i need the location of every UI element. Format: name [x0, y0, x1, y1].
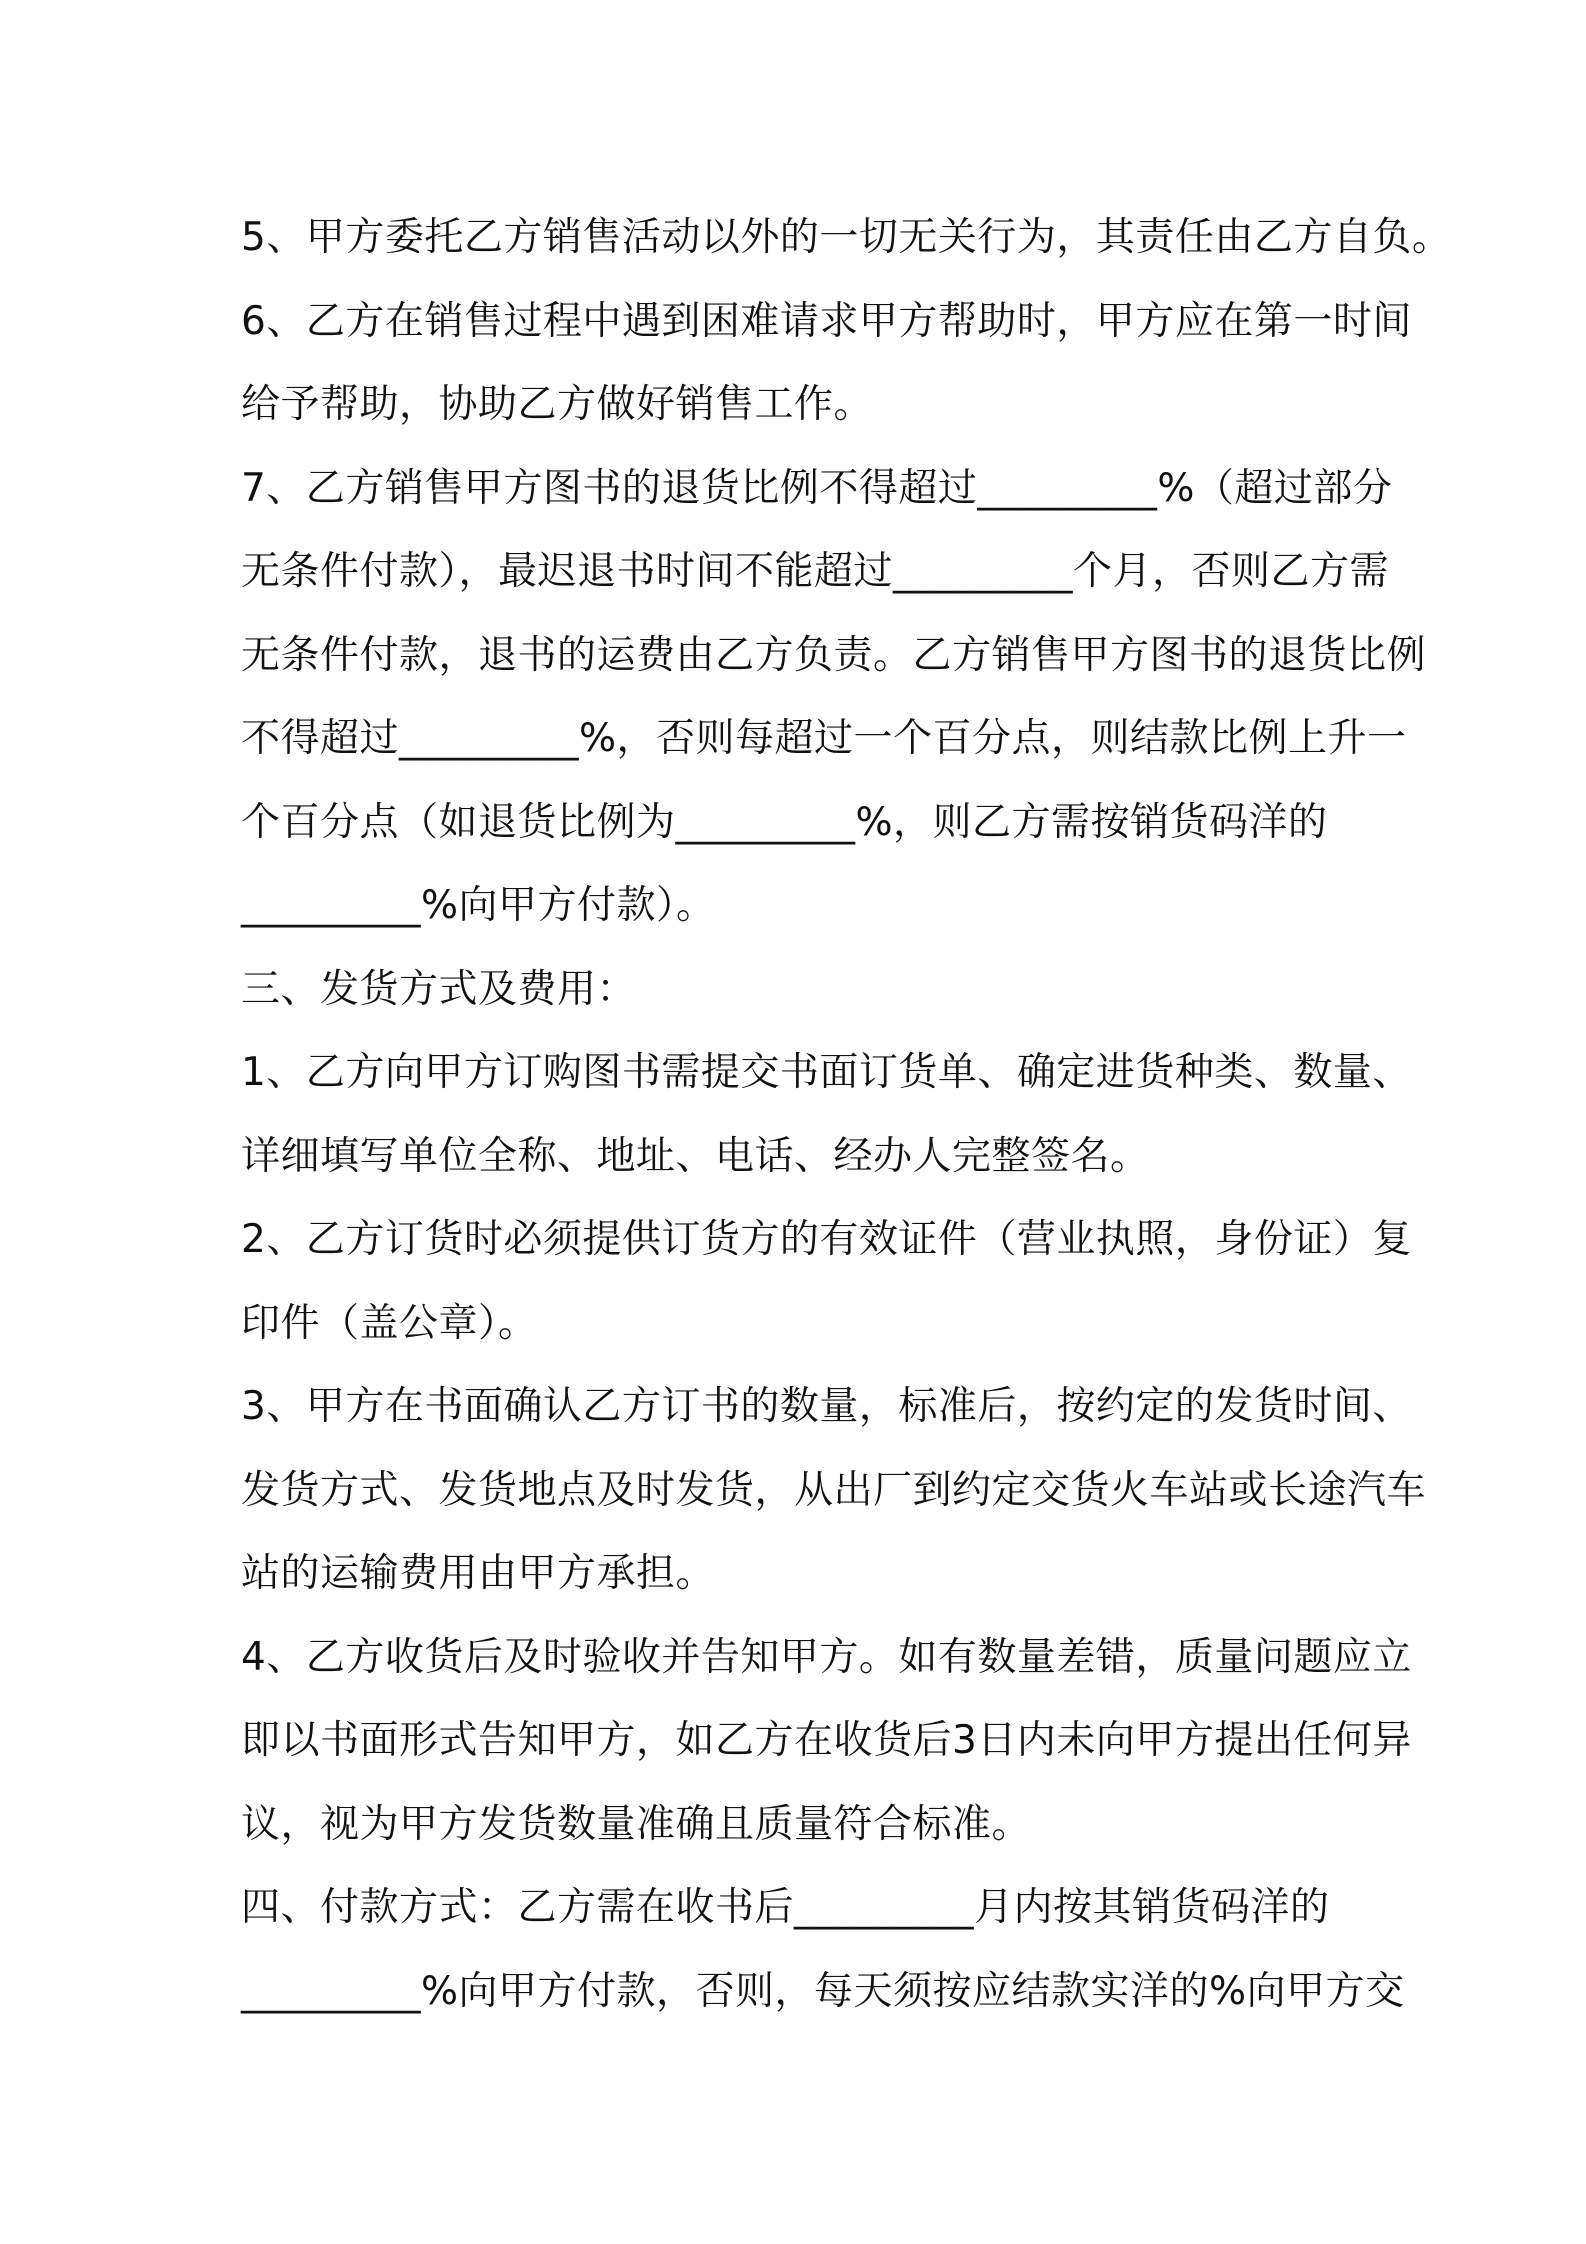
- section-3-clause-4-line-3: 议，视为甲方发货数量准确且质量符合标准。: [241, 1801, 1032, 1847]
- section-3-heading: 三、发货方式及费用：: [241, 966, 637, 1012]
- section-3-clause-1-line-2: 详细填写单位全称、地址、电话、经办人完整签名。: [241, 1133, 1150, 1179]
- section-3-clause-2-line-1: 2、乙方订货时必须提供订货方的有效证件（营业执照，身份证）复: [241, 1217, 1412, 1262]
- section-3-clause-4-line-2: 即以书面形式告知甲方，如乙方在收货后3日内未向甲方提出任何异: [241, 1718, 1412, 1763]
- clause-6-line-1: 6、乙方在销售过程中遇到困难请求甲方帮助时，甲方应在第一时间: [241, 298, 1412, 344]
- section-4-line-2: _________%向甲方付款，否则，每天须按应结款实洋的%向甲方交: [241, 1968, 1405, 2014]
- clause-7-line-6: _________%向甲方付款）。: [241, 883, 716, 928]
- clause-7-line-5: 个百分点（如退货比例为_________%，则乙方需按销货码洋的: [241, 799, 1328, 845]
- section-3-clause-3-line-3: 站的运输费用由甲方承担。: [241, 1551, 716, 1596]
- section-3-clause-2-line-2: 印件（盖公章）。: [241, 1300, 538, 1346]
- clause-5-line-1: 5、甲方委托乙方销售活动以外的一切无关行为，其责任由乙方自负。: [241, 215, 1452, 260]
- clause-7-line-1: 7、乙方销售甲方图书的退货比例不得超过_________%（超过部分: [241, 465, 1393, 511]
- clause-7-line-4: 不得超过_________%，否则每超过一个百分点，则结款比例上升一: [241, 716, 1407, 761]
- document-body: [241, 196, 1452, 2033]
- section-3-clause-3-line-1: 3、甲方在书面确认乙方订书的数量，标准后，按约定的发货时间、: [241, 1384, 1412, 1429]
- clause-6-line-2: 给予帮助，协助乙方做好销售工作。: [241, 382, 874, 427]
- section-3-clause-3-line-2: 发货方式、发货地点及时发货，从出厂到约定交货火车站或长途汽车: [241, 1467, 1427, 1513]
- clause-7-line-2: 无条件付款），最迟退书时间不能超过_________个月，否则乙方需: [241, 549, 1390, 594]
- section-3-clause-1-line-1: 1、乙方向甲方订购图书需提交书面订货单、确定进货种类、数量、: [241, 1050, 1412, 1095]
- section-3-clause-4-line-1: 4、乙方收货后及时验收并告知甲方。如有数量差错，质量问题应立: [241, 1634, 1412, 1680]
- clause-7-line-3: 无条件付款，退书的运费由乙方负责。乙方销售甲方图书的退货比例: [241, 632, 1427, 678]
- section-4-line-1: 四、付款方式：乙方需在收书后_________月内按其销货码洋的: [241, 1885, 1330, 1930]
